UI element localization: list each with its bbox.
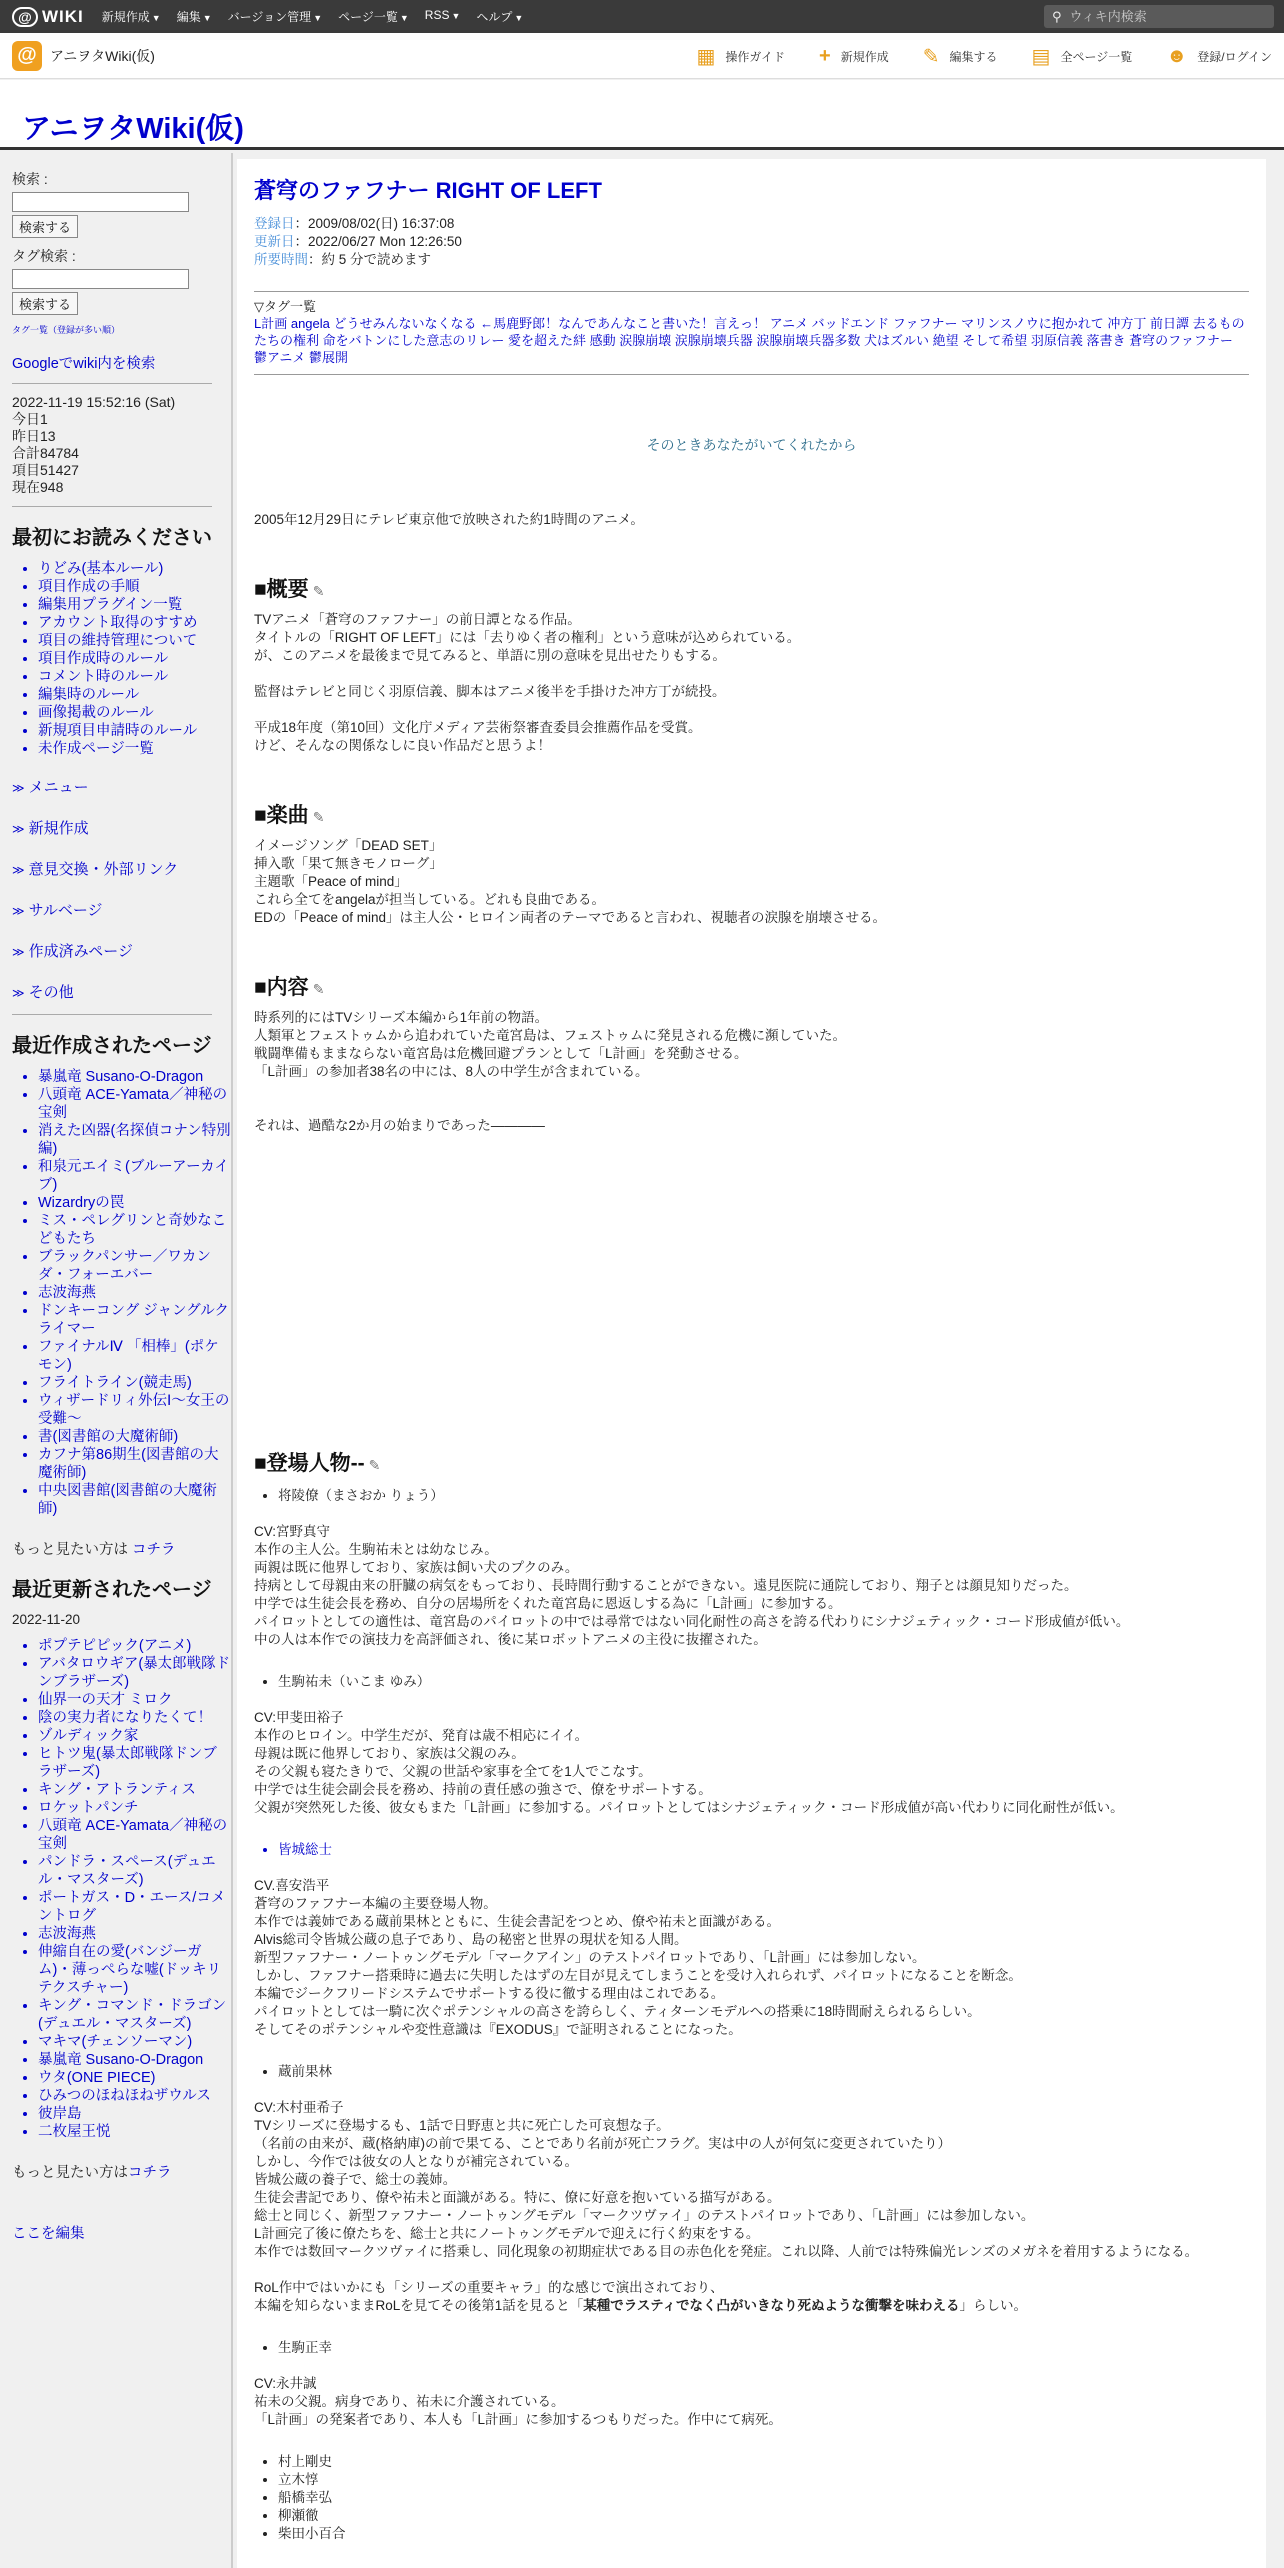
- list-item[interactable]: • 項目の維持管理について: [38, 632, 231, 650]
- list-item[interactable]: • 暴嵐竜 Susano-O-Dragon: [38, 1068, 231, 1086]
- sidebar-search-button[interactable]: 検索する: [12, 215, 78, 238]
- nav-created[interactable]: ≫ 作成済みページ: [12, 943, 133, 960]
- caret-down-icon: ▼: [514, 13, 524, 23]
- character-list: [254, 2339, 1249, 2357]
- section-content: [254, 1009, 1249, 1135]
- page-title[interactable]: 蒼穹のファフナー RIGHT OF LEFT: [254, 178, 602, 203]
- paragraph-line: 祐未の父親。病身であり、祐未に介護されている。: [254, 2394, 565, 2409]
- paragraph-line: 主題歌「Peace of mind」: [254, 874, 408, 889]
- paragraph-line: 総士と同じく、新型ファフナー・ノートゥングモデル「マークツヴァイ」のテストパイロットであり、「L計画」には参加しない。: [254, 2208, 1035, 2223]
- list-item[interactable]: • キング・コマンド・ドラゴン(デュエル・マスターズ): [38, 1997, 231, 2033]
- nav-salvage[interactable]: ≫ サルベージ: [12, 902, 103, 919]
- caret-down-icon: ▼: [202, 13, 212, 23]
- list-item[interactable]: • ブラックパンサー／ワカンダ・フォーエバー: [38, 1248, 231, 1284]
- wiki-logo[interactable]: [12, 7, 84, 27]
- more-created-link[interactable]: コチラ: [132, 1542, 176, 1558]
- stat-datetime: 2022-11-19 15:52:16 (Sat): [12, 394, 176, 410]
- list-item[interactable]: • Wizardryの罠: [38, 1194, 231, 1212]
- list-item[interactable]: • 和泉元エイミ(ブルーアーカイブ): [38, 1158, 231, 1194]
- at-logo-icon: @: [12, 7, 38, 27]
- list-item[interactable]: • 暴嵐竜 Susano-O-Dragon: [38, 2051, 231, 2069]
- paragraph-line: 本作では義姉である蔵前果林とともに、生徒会書記をつとめ、僚や祐未と面識がある。: [254, 1914, 780, 1929]
- tag-search-button[interactable]: 検索する: [12, 292, 78, 315]
- menu-rss[interactable]: RSS ▼: [424, 8, 461, 22]
- edit-button[interactable]: ✎ 編集する: [922, 45, 998, 68]
- site-brand[interactable]: [12, 41, 155, 71]
- character-name: • 生駒祐未（いこま ゆみ）: [278, 1673, 1249, 1691]
- double-chevron-icon: ≫: [12, 904, 25, 918]
- blank-line: [254, 2261, 1249, 2279]
- character-list: [254, 1487, 1249, 1505]
- list-item[interactable]: • りどみ(基本ルール): [38, 560, 231, 578]
- site-icon: @: [12, 41, 42, 71]
- character-name-link[interactable]: • 皆城総士: [278, 1841, 1249, 1859]
- list-item: • 村上剛史: [278, 2453, 1249, 2471]
- paragraph-line: 生徒会書記であり、僚や祐未と面識がある。特に、僚に好意を抱いている描写がある。: [254, 2190, 781, 2205]
- blank-line: [254, 701, 1249, 719]
- meta-created: 登録日：2009/08/02(日) 16:37:08: [254, 216, 455, 231]
- list-item[interactable]: • ポートガス・D・エース/コメントログ: [38, 1889, 231, 1925]
- tag-section: [254, 298, 1249, 366]
- first-read-heading: 最初にお読みください: [12, 527, 212, 549]
- book-icon: ▦: [696, 45, 716, 68]
- section-overview-heading: ■概要 ✎: [254, 578, 325, 601]
- site-header-bar: [0, 33, 1284, 79]
- wiki-search-input[interactable]: [1068, 8, 1258, 25]
- stat-items: 項目51427: [12, 462, 79, 478]
- tag-header[interactable]: ▽タグ一覧: [254, 299, 316, 314]
- paragraph-line: EDの「Peace of mind」は主人公・ヒロイン両者のテーマであると言われ、視聴者の涙腺を崩壊させる。: [254, 910, 886, 925]
- character-desc: [254, 1709, 1249, 1817]
- list-item[interactable]: • コメント時のルール: [38, 668, 231, 686]
- recent-updated-list: [12, 1637, 231, 2141]
- list-item[interactable]: • 編集用プラグイン一覧: [38, 596, 231, 614]
- paragraph-line: 時系列的にはTVシリーズ本編から1年前の物語。: [254, 1010, 549, 1025]
- paragraph-line: イメージソング「DEAD SET」: [254, 838, 443, 853]
- section-overview: [254, 611, 1249, 755]
- list-item[interactable]: • ウタ(ONE PIECE): [38, 2069, 231, 2087]
- paragraph-line: 新型ファフナー・ノートゥングモデル「マークアイン」のテストパイロットであり、「L計画」には参加しない。: [254, 1950, 926, 1965]
- list-item[interactable]: • パンドラ・スペース(デュエル・マスターズ): [38, 1853, 231, 1889]
- recent-created-list: [12, 1068, 231, 1518]
- paragraph-line: 蒼穹のファフナー本編の主要登場人物。: [254, 1896, 497, 1911]
- recent-updated-heading: 最近更新されたページ: [12, 1579, 212, 1601]
- list-item[interactable]: • 八頭竜 ACE-Yamata／神秘の宝剣: [38, 1086, 231, 1122]
- paragraph-line: それは、過酷な2か月の始まりであった――――: [254, 1118, 545, 1133]
- paragraph-line: その父親も寝たきりで、父親の世話や家事を全てを1人でこなす。: [254, 1764, 652, 1779]
- blank-line: [254, 1081, 1249, 1099]
- intro-text: 2005年12月29日にテレビ東京他で放映された約1時間のアニメ。: [254, 512, 644, 527]
- guide-button[interactable]: ▦ 操作ガイド: [696, 45, 786, 68]
- paragraph-line: 父親が突然死した後、彼女もまた「L計画」に参加する。パイロットとしてはシナジェティック・コード形成値が高い代わりに同化耐性が低い。: [254, 1800, 1124, 1815]
- divider: [12, 1014, 212, 1015]
- paragraph-line: 平成18年度（第10回）文化庁メディア芸術祭審査委員会推薦作品を受賞。: [254, 720, 702, 735]
- menu-edit[interactable]: 編集 ▼: [176, 10, 212, 24]
- tag-search-input[interactable]: [12, 269, 189, 289]
- caret-down-icon: ▼: [451, 11, 461, 21]
- list-item[interactable]: • ドンキーコング ジャングルクライマー: [38, 1302, 231, 1338]
- list-item[interactable]: • ポプテピピック(アニメ): [38, 1637, 231, 1655]
- paragraph-line: RoL作中ではいかにも「シリーズの重要キャラ」的な感じで演出されており、: [254, 2280, 724, 2295]
- top-menu: [102, 8, 540, 25]
- paragraph-line: 本編を知らないままRoLを見てその後第1話を見ると「某種でラスティでなく凸がいきなり死ぬような衝撃を味わえる」らしい。: [254, 2298, 1028, 2313]
- list-item[interactable]: • フライトライン(競走馬): [38, 1374, 231, 1392]
- search-label: 検索 :: [12, 171, 48, 187]
- caret-down-icon: ▼: [151, 13, 161, 23]
- section-music: [254, 837, 1249, 927]
- paragraph-line: が、このアニメを最後まで見てみると、単語に別の意味を見出せたりもする。: [254, 648, 726, 663]
- site-title-band: [0, 80, 1284, 150]
- list-item[interactable]: • 項目作成の手順: [38, 578, 231, 596]
- section-music-heading: ■楽曲 ✎: [254, 804, 325, 827]
- nav-other[interactable]: ≫ その他: [12, 984, 74, 1001]
- recent-created-heading: 最近作成されたページ: [12, 1035, 212, 1057]
- paragraph-line: 両親は既に他界しており、家族は飼い犬のプクのみ。: [254, 1560, 579, 1575]
- character-desc: [254, 2099, 1249, 2315]
- character-desc: [254, 1523, 1249, 1649]
- bold-text: 某種でラスティでなく凸がいきなり死ぬような衝撃を味わえる: [583, 2298, 960, 2313]
- more-created: もっと見たい方は コチラ: [12, 1542, 176, 1558]
- nav-new[interactable]: ≫ 新規作成: [12, 820, 89, 837]
- section-characters-heading: ■登場人物-- ✎: [254, 1452, 381, 1475]
- character-list: [254, 1841, 1249, 1859]
- stat-yesterday: 昨日13: [12, 428, 56, 444]
- double-chevron-icon: ≫: [12, 822, 25, 836]
- list-item[interactable]: • 新規項目申請時のルール: [38, 722, 231, 740]
- stat-current: 現在948: [12, 479, 64, 495]
- nav-menu[interactable]: ≫ メニュー: [12, 779, 89, 796]
- paragraph-line: CV.喜安浩平: [254, 1878, 330, 1893]
- character-name: • 蔵前果林: [278, 2063, 1249, 2081]
- nav-links[interactable]: ≫ 意見交換・外部リンク: [12, 861, 179, 878]
- caret-down-icon: ▼: [313, 13, 323, 23]
- google-search-link[interactable]: Googleでwiki内を検索: [12, 356, 156, 372]
- menu-pages[interactable]: ページ一覧 ▼: [338, 10, 409, 24]
- search-icon[interactable]: ⚲: [1052, 8, 1062, 24]
- list-item[interactable]: • 陰の実力者になりたくて！: [38, 1709, 231, 1727]
- double-chevron-icon: ≫: [12, 863, 25, 877]
- more-updated: もっと見たい方はコチラ: [12, 2165, 172, 2181]
- paragraph-line: 母親は既に他界しており、家族は父親のみ。: [254, 1746, 525, 1761]
- caret-down-icon: ▼: [399, 13, 409, 23]
- list-item[interactable]: • アカウント取得のすすめ: [38, 614, 231, 632]
- list-item[interactable]: • キング・アトランティス: [38, 1781, 231, 1799]
- paragraph-line: パイロットとしては一騎に次ぐポテンシャルの高さを誇らしく、ティターンモデルへの搭乗に18時間耐えられるらしい。: [254, 2004, 981, 2019]
- list-item[interactable]: • ミス・ペレグリンと奇妙なこどもたち: [38, 1212, 231, 1248]
- tag-list[interactable]: L計画 angela どうせみんないなくなる ←馬鹿野郎！なんであんなこと書いた！言えっ！ アニメ バッドエンド ファフナー マリンスノウに抱かれて 冲方丁 前日譚 去るものたちの権利 命をバトンにした意志のリレー 愛を超えた絆 感動 涙腺崩壊 涙腺崩壊兵器 涙腺崩壊兵器多数 犬はズルい 絶望 そして希望 羽原信義 落書き 蒼穹のファフナー 鬱アニメ 鬱展開: [254, 316, 1245, 365]
- double-chevron-icon: ≫: [12, 986, 25, 1000]
- page-meta: [254, 215, 1249, 269]
- all-pages-button[interactable]: ▤ 全ページ一覧: [1031, 45, 1133, 68]
- blank-space: [254, 1135, 1249, 1447]
- access-stats: [12, 394, 231, 496]
- list-item[interactable]: • 中央図書館(図書館の大魔術師): [38, 1482, 231, 1518]
- paragraph-line: 「L計画」の参加者38名の中には、8人の中学生が含まれている。: [254, 1064, 649, 1079]
- paragraph-line: 皆城公蔵の養子で、総士の義姉。: [254, 2172, 457, 2187]
- list-item[interactable]: • 志波海燕: [38, 1925, 231, 1943]
- list-item[interactable]: • ロケットパンチ: [38, 1799, 231, 1817]
- list-item[interactable]: • カフナ第86期生(図書館の大魔術師): [38, 1446, 231, 1482]
- menu-help[interactable]: ヘルプ ▼: [476, 10, 524, 24]
- top-navbar: [0, 0, 1284, 33]
- character-list: [254, 1673, 1249, 1691]
- paragraph-line: Alvis総司令皆城公蔵の息子であり、島の秘密と世界の現状を知る人間。: [254, 1932, 688, 1947]
- list-item: • 立木惇: [278, 2471, 1249, 2489]
- list-item[interactable]: • ファイナルⅣ 「相棒」(ポケモン): [38, 1338, 231, 1374]
- paragraph-line: 監督はテレビと同じく羽原信義、脚本はアニメ後半を手掛けた冲方丁が続投。: [254, 684, 726, 699]
- edit-pencil-icon[interactable]: ✎: [312, 981, 325, 997]
- list-item[interactable]: • 消えた凶器(名探偵コナン特別編): [38, 1122, 231, 1158]
- document-icon: ▤: [1031, 45, 1051, 68]
- first-read-list: [12, 560, 231, 758]
- paragraph-line: TVシリーズに登場するも、1話で日野恵と共に死亡した可哀想な子。: [254, 2118, 670, 2133]
- paragraph-line: けど、そんなの関係なしに良い作品だと思うよ！: [254, 738, 551, 753]
- list-item[interactable]: • マキマ(チェンソーマン): [38, 2033, 231, 2051]
- meta-readtime: 所要時間：約 5 分で読めます: [254, 252, 432, 267]
- blank-line: [254, 1099, 1249, 1117]
- paragraph-line: 持病として母親由来の肝臓の病気をもっており、長時間行動することができない。遠見医院に通院しており、翔子とは顔見知りだった。: [254, 1578, 1078, 1593]
- list-item[interactable]: • 項目作成時のルール: [38, 650, 231, 668]
- character-name: • 将陵僚（まさおか りょう）: [278, 1487, 1249, 1505]
- double-chevron-icon: ≫: [12, 781, 25, 795]
- character-name: • 生駒正幸: [278, 2339, 1249, 2357]
- opening-quote: そのときあなたがいてくれたから: [646, 437, 857, 453]
- divider: [12, 383, 212, 384]
- paragraph-line: CV:宮野真守: [254, 1524, 331, 1539]
- paragraph-line: 中の人は本作での演技力を高評価され、後に某ロボットアニメの主役に抜擢された。: [254, 1632, 767, 1647]
- login-button[interactable]: ☻ 登録/ログイン: [1166, 44, 1272, 67]
- list-item[interactable]: • ウィザードリィ外伝Ⅰ～女王の受難～: [38, 1392, 231, 1428]
- plus-icon: +: [819, 44, 831, 67]
- edit-pencil-icon[interactable]: ✎: [312, 809, 325, 825]
- tag-list-link[interactable]: タグ一覧（登録が多い順）: [12, 325, 121, 335]
- character-desc: [254, 2375, 1249, 2429]
- menu-new[interactable]: 新規作成 ▼: [101, 10, 161, 24]
- paragraph-line: しかし、ファフナー搭乗時に過去に失明したはずの左目が見えてしまうことを受け入れられず、パイロットになることを断念。: [254, 1968, 1022, 1983]
- more-updated-link[interactable]: コチラ: [128, 2165, 172, 2181]
- paragraph-line: 本編でジークフリードシステムでサポートする役に徹する理由はこれである。: [254, 1986, 725, 2001]
- tag-search-label: タグ検索 :: [12, 248, 76, 264]
- menu-version[interactable]: バージョン管理 ▼: [227, 10, 323, 24]
- paragraph-line: 中学では生徒会長を務め、自分の居場所をくれた竜宮島に恩返しする為に「L計画」に参加する。: [254, 1596, 842, 1611]
- list-item[interactable]: • 編集時のルール: [38, 686, 231, 704]
- paragraph-line: 本作のヒロイン。中学生だが、発育は歳不相応にイイ。: [254, 1728, 589, 1743]
- paragraph-line: そしてそのポテンシャルや変性意識は『EXODUS』で証明されることになった。: [254, 2022, 742, 2037]
- list-item[interactable]: • ゾルディック家: [38, 1727, 231, 1745]
- paragraph-line: TVアニメ「蒼穹のファフナー」の前日譚となる作品。: [254, 612, 581, 627]
- divider: [254, 291, 1249, 292]
- meta-updated: 更新日：2022/06/27 Mon 12:26:50: [254, 234, 462, 249]
- paragraph-line: 戦闘準備もままならない竜宮島は危機回避プランとして「L計画」を発動させる。: [254, 1046, 748, 1061]
- stat-today: 今日1: [12, 411, 48, 427]
- paragraph-line: CV:甲斐田裕子: [254, 1710, 344, 1725]
- main-content: [237, 159, 1266, 2568]
- paragraph-line: パイロットとしての適性は、竜宮島のパイロットの中では尋常ではない同化耐性の高さを誇る代わりにシナジェティック・コード形成値が低い。: [254, 1614, 1130, 1629]
- pencil-icon: ✎: [922, 45, 940, 68]
- list-item[interactable]: • 志波海燕: [38, 1284, 231, 1302]
- paragraph-line: CV:木村亜希子: [254, 2100, 344, 2115]
- edit-pencil-icon[interactable]: ✎: [368, 1457, 381, 1473]
- paragraph-line: これら全てをangelaが担当している。どれも良曲である。: [254, 892, 606, 907]
- paragraph-line: タイトルの「RIGHT OF LEFT」には「去りゆく者の権利」という意味が込められている。: [254, 630, 801, 645]
- paragraph-line: L計画完了後に僚たちを、総士と共にノートゥングモデルで迎えに行く約束をする。: [254, 2226, 760, 2241]
- list-item[interactable]: • 画像掲載のルール: [38, 704, 231, 722]
- divider: [12, 506, 212, 507]
- site-title[interactable]: アニヲタWiki(仮): [22, 113, 244, 145]
- list-item: • 船橋幸弘: [278, 2489, 1249, 2507]
- list-item[interactable]: • 八頭竜 ACE-Yamata／神秘の宝剣: [38, 1817, 231, 1853]
- left-sidebar: [0, 153, 233, 2568]
- stat-total: 合計84784: [12, 445, 79, 461]
- list-item[interactable]: • アバタロウギア(暴太郎戦隊ドンブラザーズ): [38, 1655, 231, 1691]
- section-content-heading: ■内容 ✎: [254, 976, 325, 999]
- edit-sidebar-link[interactable]: ここを編集: [12, 2226, 85, 2242]
- list-item[interactable]: • 伸縮自在の愛(バンジーガム)・薄っぺらな嘘(ドッキリテクスチャー): [38, 1943, 231, 1997]
- character-desc: [254, 1877, 1249, 2039]
- paragraph-line: 中学では生徒会副会長を務め、持前の責任感の強さで、僚をサポートする。: [254, 1782, 712, 1797]
- character-list: [254, 2063, 1249, 2081]
- list-item: • 柳瀬徹: [278, 2507, 1249, 2525]
- list-item[interactable]: • ひみつのほねほねザウルス: [38, 2087, 231, 2105]
- sidebar-search-input[interactable]: [12, 192, 189, 212]
- other-members-list: [254, 2453, 1249, 2543]
- edit-pencil-icon[interactable]: ✎: [312, 583, 325, 599]
- double-chevron-icon: ≫: [12, 945, 25, 959]
- paragraph-line: 本作の主人公。生駒祐未とは幼なじみ。: [254, 1542, 498, 1557]
- paragraph-line: 本作では数回マークツヴァイに搭乗し、同化現象の初期症状である目の赤色化を発症。これ以降、人前では特殊偏光レンズのメガネを着用するようになる。: [254, 2244, 1199, 2259]
- user-add-icon: ☻: [1166, 44, 1188, 67]
- list-item: • 柴田小百合: [278, 2525, 1249, 2543]
- paragraph-line: CV:永井誠: [254, 2376, 317, 2391]
- paragraph-line: 挿入歌「果て無きモノローグ」: [254, 856, 443, 871]
- paragraph-line: 「L計画」の発案者であり、本人も「L計画」に参加するつもりだった。作中にて病死。: [254, 2412, 782, 2427]
- list-item[interactable]: • ヒトツ鬼(暴太郎戦隊ドンブラザーズ): [38, 1745, 231, 1781]
- paragraph-line: 人類軍とフェストゥムから追われていた竜宮島は、フェストゥムに発見される危機に瀕していた。: [254, 1028, 846, 1043]
- recent-updated-date: 2022-11-20: [12, 1612, 81, 1627]
- divider: [254, 374, 1249, 375]
- site-name: アニヲタWiki(仮): [50, 47, 155, 64]
- paragraph-line: （名前の由来が、蔵(格納庫)の前で果てる、ことであり名前が死亡フラグ。実は中の人が何気に変更されていたり）: [254, 2136, 951, 2151]
- header-actions: [663, 33, 1273, 79]
- new-page-button[interactable]: + 新規作成: [819, 44, 889, 67]
- list-item[interactable]: • 二枚屋王悦: [38, 2123, 231, 2141]
- blank-line: [254, 665, 1249, 683]
- list-item[interactable]: • 彼岸島: [38, 2105, 231, 2123]
- wiki-search-box: [1044, 5, 1274, 28]
- list-item[interactable]: • 書(図書館の大魔術師): [38, 1428, 231, 1446]
- wiki-logo-text: WIKI: [42, 6, 84, 26]
- list-item[interactable]: • 未作成ページ一覧: [38, 740, 231, 758]
- list-item[interactable]: • 仙界一の天才 ミロク: [38, 1691, 231, 1709]
- paragraph-line: しかし、今作では彼女の人となりが補完されている。: [254, 2154, 578, 2169]
